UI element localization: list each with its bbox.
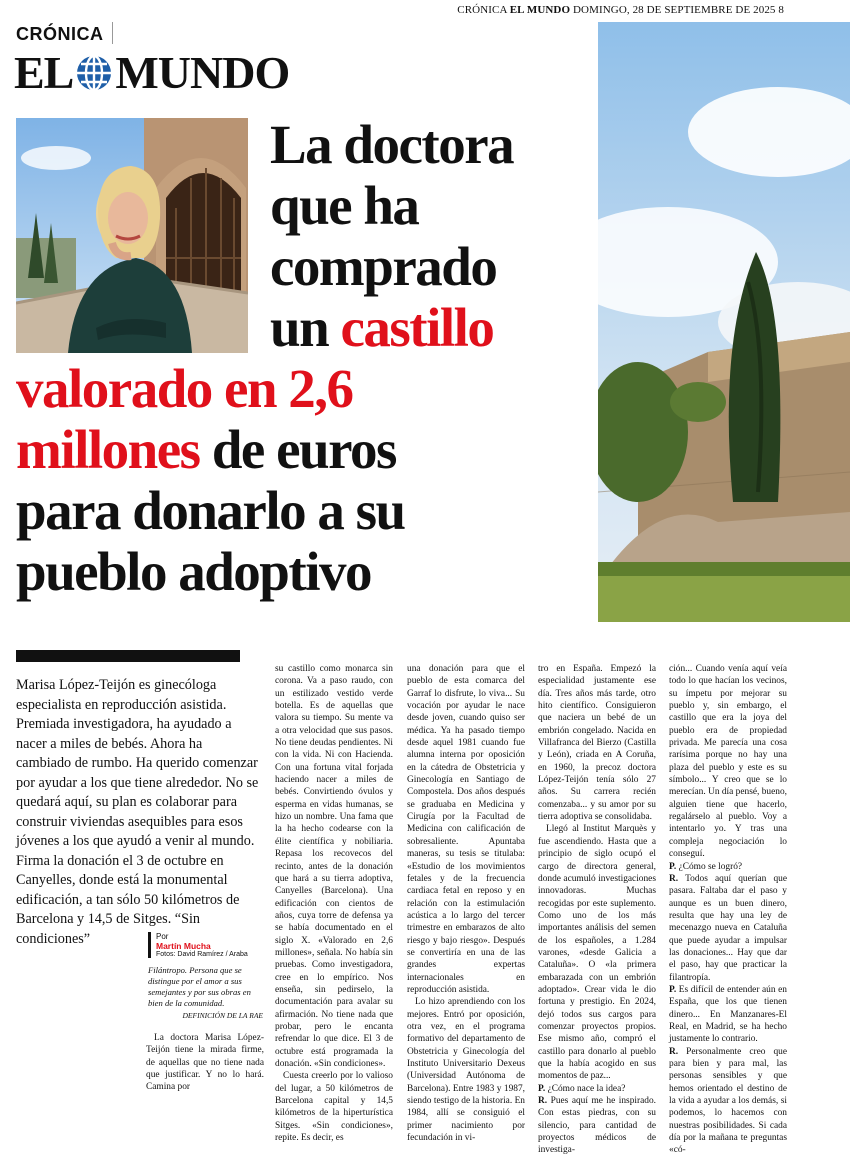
body-paragraph: Cuesta creerlo por lo valioso del lugar, a 50 kilómetros de Barcelona capital y 14,5 kilómetros de la hiperturística Sitges. «Sin condiciones», repite. Es decir, es	[275, 1071, 393, 1144]
castle-photo	[598, 22, 850, 622]
headline	[16, 114, 591, 602]
byline-por: Por	[156, 932, 169, 941]
body-paragraph: una donación para que el pueblo de esta comarca del Garraf lo disfrute, lo viva... Su vocación por ayudar le nace desde joven, cuando quiso ser médica. Ya ha pasado tiempo desde aquel 1981 cuando fue alumna interna por oposición en la cátedra de Obstetricia y Ginecología en Santiago de Compostela. Dos años después se graduaba en Medicina y Cirugía por la Facultad de Medicina con calificación de sobresaliente. Apuntaba maneras, su tesis se titulaba: «Estudio de los movimientos fetales y de la frecuencia cardiaca fetal en reposo y en relación con la estimulación acústica a lo largo del tercer trimestre en embarazos de alto riesgo y bajo riesgo». Después se convertiría en una de las grandes expertas internacionales en reproducción asistida.	[407, 664, 525, 995]
headline-de-euros: de euros	[199, 419, 396, 480]
interview-marker: P.	[538, 1083, 546, 1094]
interview-marker: P.	[669, 984, 677, 995]
masthead-mundo: MUNDO	[115, 47, 290, 98]
headline-line-7: para donarlo a su	[16, 480, 405, 541]
section-divider	[112, 22, 113, 44]
body-paragraph: tro en España. Empezó la especialidad justamente ese día. Tres años más tarde, otro hito científico. Consiguieron que naciera un bebé de un embrión congelado. Nacida en Villafranca del Bierzo (Castilla y León), criada en A Coruña, en 1960, la precoz doctora López-Teijón tenía sólo 27 años. Su carrera recién comenzaba... y su amor por su tierra adoptiva se consolidaba.	[538, 664, 656, 823]
strip-page-number: 8	[778, 4, 784, 16]
headline-line-6	[16, 419, 591, 480]
headline-millones: millones	[16, 419, 200, 480]
strip-paper: EL MUNDO	[509, 4, 571, 16]
body-paragraph: su castillo como monarca sin corona. Va a paso raudo, con un estilizado vestido verde botella. Es de aquellas que valora su tiempo. Su mente va a otra velocidad que sus pasos. No tiene deudas pendientes. Ni con la vida. Ni con Hacienda. Con una fortuna vital forjada haciendo nacer a miles de bebés. Convirtiendo óvulos y esperma en vidas humanas, se hizo un nombre. Una fama que la ha hecho codearse con la élite científica y nobiliaria. Repasa los recovecos del recinto, antes de la donación que hará a su tierra adoptiva, Canyelles (Barcelona). Una edificación con cientos de años, cuya torre de defensa ya se había documentado en el siglo X. «Valorado en 2,6 millones», señala. No había sin pruebas. Como investigadora, cree en lo empírico. Nos enseña, sin pedirselo, la documentación para avalar su afirmación. No tiene nada que probar, pero le encanta refrendar lo que dice. El 3 de octubre está programada la donación. «Sin condiciones».	[275, 664, 393, 1069]
section-label: CRÓNICA	[16, 24, 104, 44]
interview-marker: R.	[538, 1096, 548, 1107]
headline-line-8: pueblo adoptivo	[16, 541, 371, 602]
strip-section: CRÓNICA	[457, 4, 507, 16]
interview-answer: R. Pues aquí me he inspirado. Con estas piedras, con su silencio, para cantidad de proyectos médicos de investiga-	[538, 1096, 656, 1156]
interview-answer: R. Todos aquí querían que pasara. Faltaba dar el paso y aunque es un buen dinero, resulta que hay una ley de mecenazgo nueva en Cataluña que puede ayudar a impulsar las donaciones... Hay que dar el paso, hay que practicar la filantropía.	[669, 873, 787, 983]
interview-question: P. Es difícil de entender aún en España, que los que tienen dinero... En Manzanares-El Real, en Madrid, se ha hecho justamente lo contrario.	[669, 984, 787, 1045]
body-column-2	[407, 663, 525, 1144]
interview-question: P. ¿Cómo se logró?	[669, 861, 743, 872]
interview-question: P. ¿Cómo nace la idea?	[538, 1083, 626, 1094]
headline-line-3: comprado	[270, 236, 497, 297]
body-paragraph: Lo hizo aprendiendo con los mejores. Entró por oposición, otra vez, en el programa formativo del departamento de Obstetricia y Ginecología del Instituto Universitario Dexeus (Universidad Autónoma de Barcelona). Entre 1983 y 1987, siendo testigo de la historia. En 1984, allí se consiguió el primer nacimiento por fecundación in vi-	[407, 997, 525, 1144]
headline-un: un	[270, 297, 341, 358]
interview-answer: R. Personalmente creo que para bien y para mal, las personas sensibles y que hemos orientado el destino de la vida a ayudar a los demás, si podemos, lo hacemos con nuestras posibilidades. Si cada día por la mañana te preguntas «có-	[669, 1046, 787, 1156]
interview-marker: R.	[669, 873, 679, 884]
definition-text: Filántropo. Persona que se distingue por el amor a sus semejantes y por sus obras en bien de la comunidad.	[148, 965, 251, 1008]
body-column-3	[538, 663, 656, 1157]
headline-line-1: La doctora	[270, 114, 514, 175]
masthead-el: EL	[14, 47, 74, 98]
body-column-1	[275, 663, 393, 1144]
lead-paragraph: Marisa López-Teijón es ginecóloga especialista en reproducción asistida. Premiada investigadora, ha ayudado a nacer a miles de bebés. Ahora ha cambiado de rumbo. Ha querido comenzar por ayudar a los que tiene alrededor. No se quedará aquí, su plan es colaborar para construir viviendas asequibles para esos jóvenes a los que ayudó a venir al mundo. Firma la donación el 3 de octubre en Canyelles, donde está la monumental edificación, a tan sólo 50 kilómetros de Barcelona y 14,5 de Sitges. “Sin condiciones”	[16, 677, 259, 947]
body-column-4	[669, 663, 787, 1157]
strip-date: DOMINGO, 28 DE SEPTIEMBRE DE 2025	[573, 4, 776, 16]
interview-marker: R.	[669, 1046, 679, 1057]
byline-author: Martín Mucha	[156, 941, 211, 951]
headline-castillo: castillo	[340, 297, 494, 358]
globe-icon	[76, 55, 112, 91]
body-column-0	[146, 1032, 264, 1094]
lead-rule-bar	[16, 650, 240, 662]
photo-credit: Fotos: David Ramírez / Araba	[156, 951, 248, 958]
headline-line-2: que ha	[270, 175, 419, 236]
interview-marker: P.	[669, 861, 677, 872]
body-paragraph: Llegó al Institut Marquès y fue ascendiendo. Hasta que a principio de siglo ocupó el cargo de directora general, donde acumuló investigaciones innovadoras. Muchas recogidas por este suplemento. Como uno de los más importantes análisis del semen de los españoles, a 1.284 varones, «desde Galicia a Cataluña». O «la primera embarazada con un embrión adoptado». Crear vida le dio fortuna y prestigio. En 2024, dejó todos sus cargos para comenzar proyectos propios. Ese mismo año, compró el castillo para donarlo al pueblo que la había acogido en sus momentos de paz...	[538, 824, 656, 1082]
headline-line-5: valorado en 2,6	[16, 358, 353, 419]
byline	[148, 932, 271, 958]
masthead-logo	[14, 47, 290, 98]
body-paragraph: ción... Cuando venía aquí veía todo lo que hacían los vecinos, su ímpetu por mejorar su pueblo y, sin embargo, el castillo que era la joya del pueblo era de propiedad privada. Me parecía una cosa rarísima porque no hay una plaza del pueblo y este es su símbolo... Y creo que se lo merecían. Un día pensé, bueno, alguien tiene que hacerlo, regalárselo al pueblo. Voy a intentarlo yo. Y tras una compleja negociación lo conseguí.	[669, 664, 787, 860]
headline-line-4	[16, 297, 591, 358]
definition-source: DEFINICIÓN DE LA RAE	[182, 1011, 263, 1020]
body-paragraph: La doctora Marisa López-Teijón tiene la mirada firme, de aquellas que no tiene nada que justificar. Y no lo hará. Camina por	[146, 1033, 264, 1093]
page-strip	[457, 4, 784, 16]
